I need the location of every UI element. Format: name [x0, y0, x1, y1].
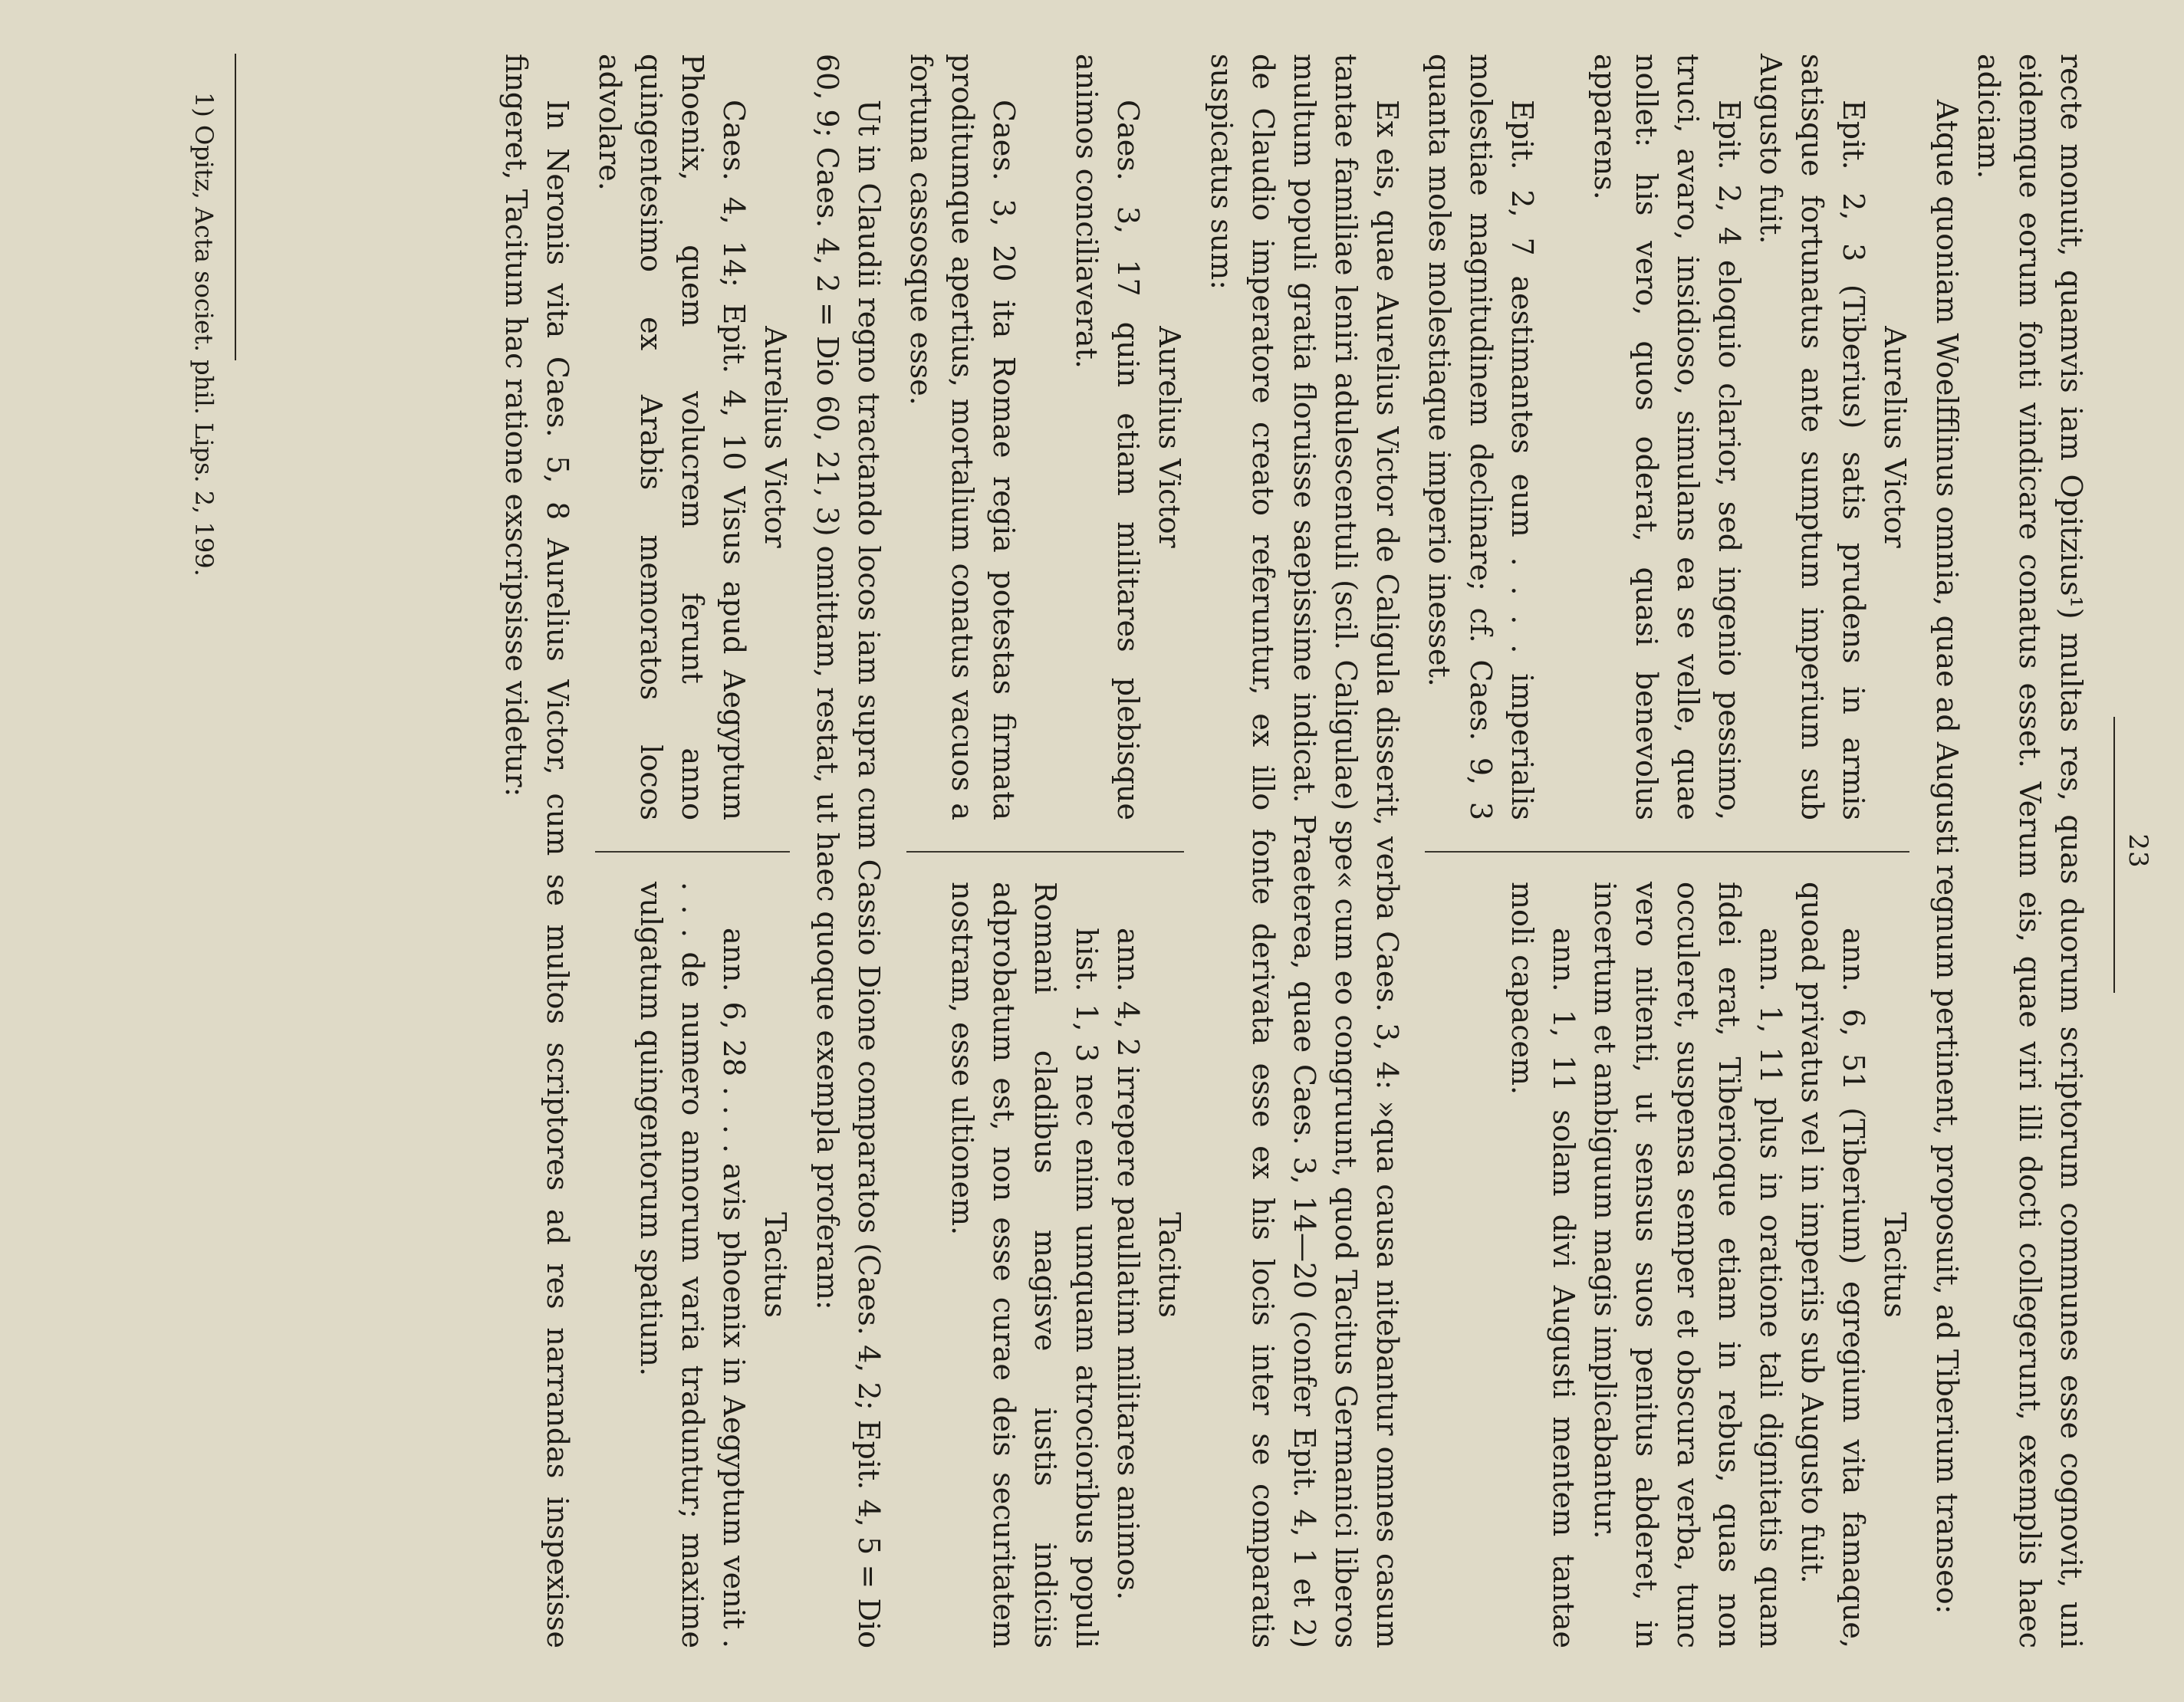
quote: ann. 6, 51 (Tiberium) egregium vita famaque, quoad privatus vel in imperiis sub Augusto fuit. [1795, 882, 1870, 1648]
quote: Epit. 2, 3 (Tiberius) satis prudens in armis satisque fortunatus ante sumptum imperium sub Augusto fuit. [1754, 54, 1870, 820]
comparison-claudius [900, 54, 1190, 1648]
column-heading: Tacitus [758, 1212, 792, 1318]
quote: Caes. 3, 20 ita Romae regia potestas firmata proditumque apertius, mortalium conatus vacuos a fortuna cassosque esse. [904, 54, 1021, 820]
column-tacitus [900, 851, 1190, 1648]
column-aurelius-victor [589, 54, 796, 851]
column-aurelius-victor [1419, 54, 1916, 851]
column-divider [1425, 851, 1909, 853]
quote: ann. 4, 2 irrepere paullatim militares animos. [1111, 928, 1145, 1601]
column-heading: Tacitus [1878, 1212, 1912, 1318]
column-divider [595, 851, 790, 853]
column-tacitus [589, 851, 796, 1648]
column-heading: Aurelius Victor [1153, 326, 1186, 548]
quote: ann. 1, 11 solam divi Augusti mentem tantae moli capacem. [1505, 882, 1580, 1648]
footnote-rule [235, 54, 236, 360]
comparison-phoenix [589, 54, 796, 1648]
quote: Epit. 2, 4 eloquio clarior, sed ingenio pessimo, truci, avaro, insidioso, simulans ea se velle, quae nollet: his vero, quos oderat, quasi benevolus apparens. [1588, 54, 1746, 820]
column-tacitus [1419, 851, 1916, 1648]
quote: Epit. 2, 7 aestimantes eum . . . . imperialis molestiae magnitudinem declinare; cf. Caes. 9, 3 quanta moles molestiaque imperio inesset. [1423, 54, 1539, 820]
page-number: 23 [2123, 833, 2153, 869]
page-number-rule [2113, 717, 2115, 993]
quote: Caes. 3, 17 quin etiam militares plebisque animos conciliaverat. [1070, 54, 1145, 820]
comparison-tiberius [1419, 54, 1916, 1648]
caligula-paragraph: Ex eis, quae Aurelius Victor de Caligula disserit, verba Caes. 3, 4: »qua causa nitebantur omnes casum tantae familiae leniri adulescentuli (scil. Caligulae) spe« cum eo congruunt, quod Tacitus Germanici liberos multum populi gratia floruisse saepissime indicat. Praeterea, quae Caes. 3, 14—20 (confer Epit. 4, 1 et 2) de Claudio imperatore creato referuntur, ex illo fonte derivata esse ex his locis inter se comparatis suspicatus sum: [1205, 54, 1404, 1648]
page-body [495, 54, 2092, 1648]
column-divider [906, 851, 1184, 853]
column-heading: Aurelius Victor [1878, 326, 1912, 548]
quote: hist. 1, 3 nec enim umquam atrocioribus populi Romani cladibus magisve iustis indiciis adprobatum est, non esse curae deis securitatem nostram, esse ultionem. [946, 882, 1104, 1648]
quote: ann. 1, 11 plus in oratione tali dignitatis quam fidei erat, Tiberioque etiam in rebus, quas non occuleret, suspensa semper et obscura verba, tunc vero nitenti, ut sensus suos penitus abderet, in incertum et ambiguum magis implicabantur. [1588, 882, 1788, 1648]
column-aurelius-victor [900, 54, 1190, 851]
tiberius-paragraph: Atque quoniam Woelfflinus omnia, quae ad Augusti regnum pertinent, proposuit, ad Tiberium transeo: [1930, 100, 1964, 1615]
claudius-paragraph: Ut in Claudii regno tractando locos iam supra cum Cassio Dione comparatos (Caes. 4, 2; Epit. 4, 5 = Dio 60, 9; Caes. 4, 2 = Dio 60, 21, 3) omittam, restat, ut haec quoque exempla proferam: [811, 54, 886, 1648]
quote: ann. 6, 28 . . . . avis phoenix in Aegyptum venit . . . . de numero annorum varia traduntur; maxime vulgatum quingentorum spatium. [634, 882, 751, 1648]
footnote: 1) Opitz, Acta societ. phil. Lips. 2, 199. [189, 92, 219, 577]
column-heading: Aurelius Victor [758, 326, 792, 548]
intro-paragraph: recte monuit, quamvis iam Opitzius¹) multas res, quas duorum scriptorum communes esse cognovit, uni eidemque eorum fonti vindicare conatus esset. Verum eis, quae viri illi docti collegerunt, exemplis haec adiciam. [1972, 54, 2088, 1648]
column-heading: Tacitus [1153, 1212, 1186, 1318]
nero-paragraph: In Neronis vita Caes. 5, 8 Aurelius Victor, cum se multos scriptores ad res narrandas inspexisse fingeret, Tacitum hac ratione exscripsisse videtur: [499, 54, 574, 1648]
quote: Caes. 4, 14; Epit. 4, 10 Visus apud Aegyptum Phoenix, quem volucrem ferunt anno quingentesimo ex Arabis memoratos locos advolare. [593, 54, 751, 820]
